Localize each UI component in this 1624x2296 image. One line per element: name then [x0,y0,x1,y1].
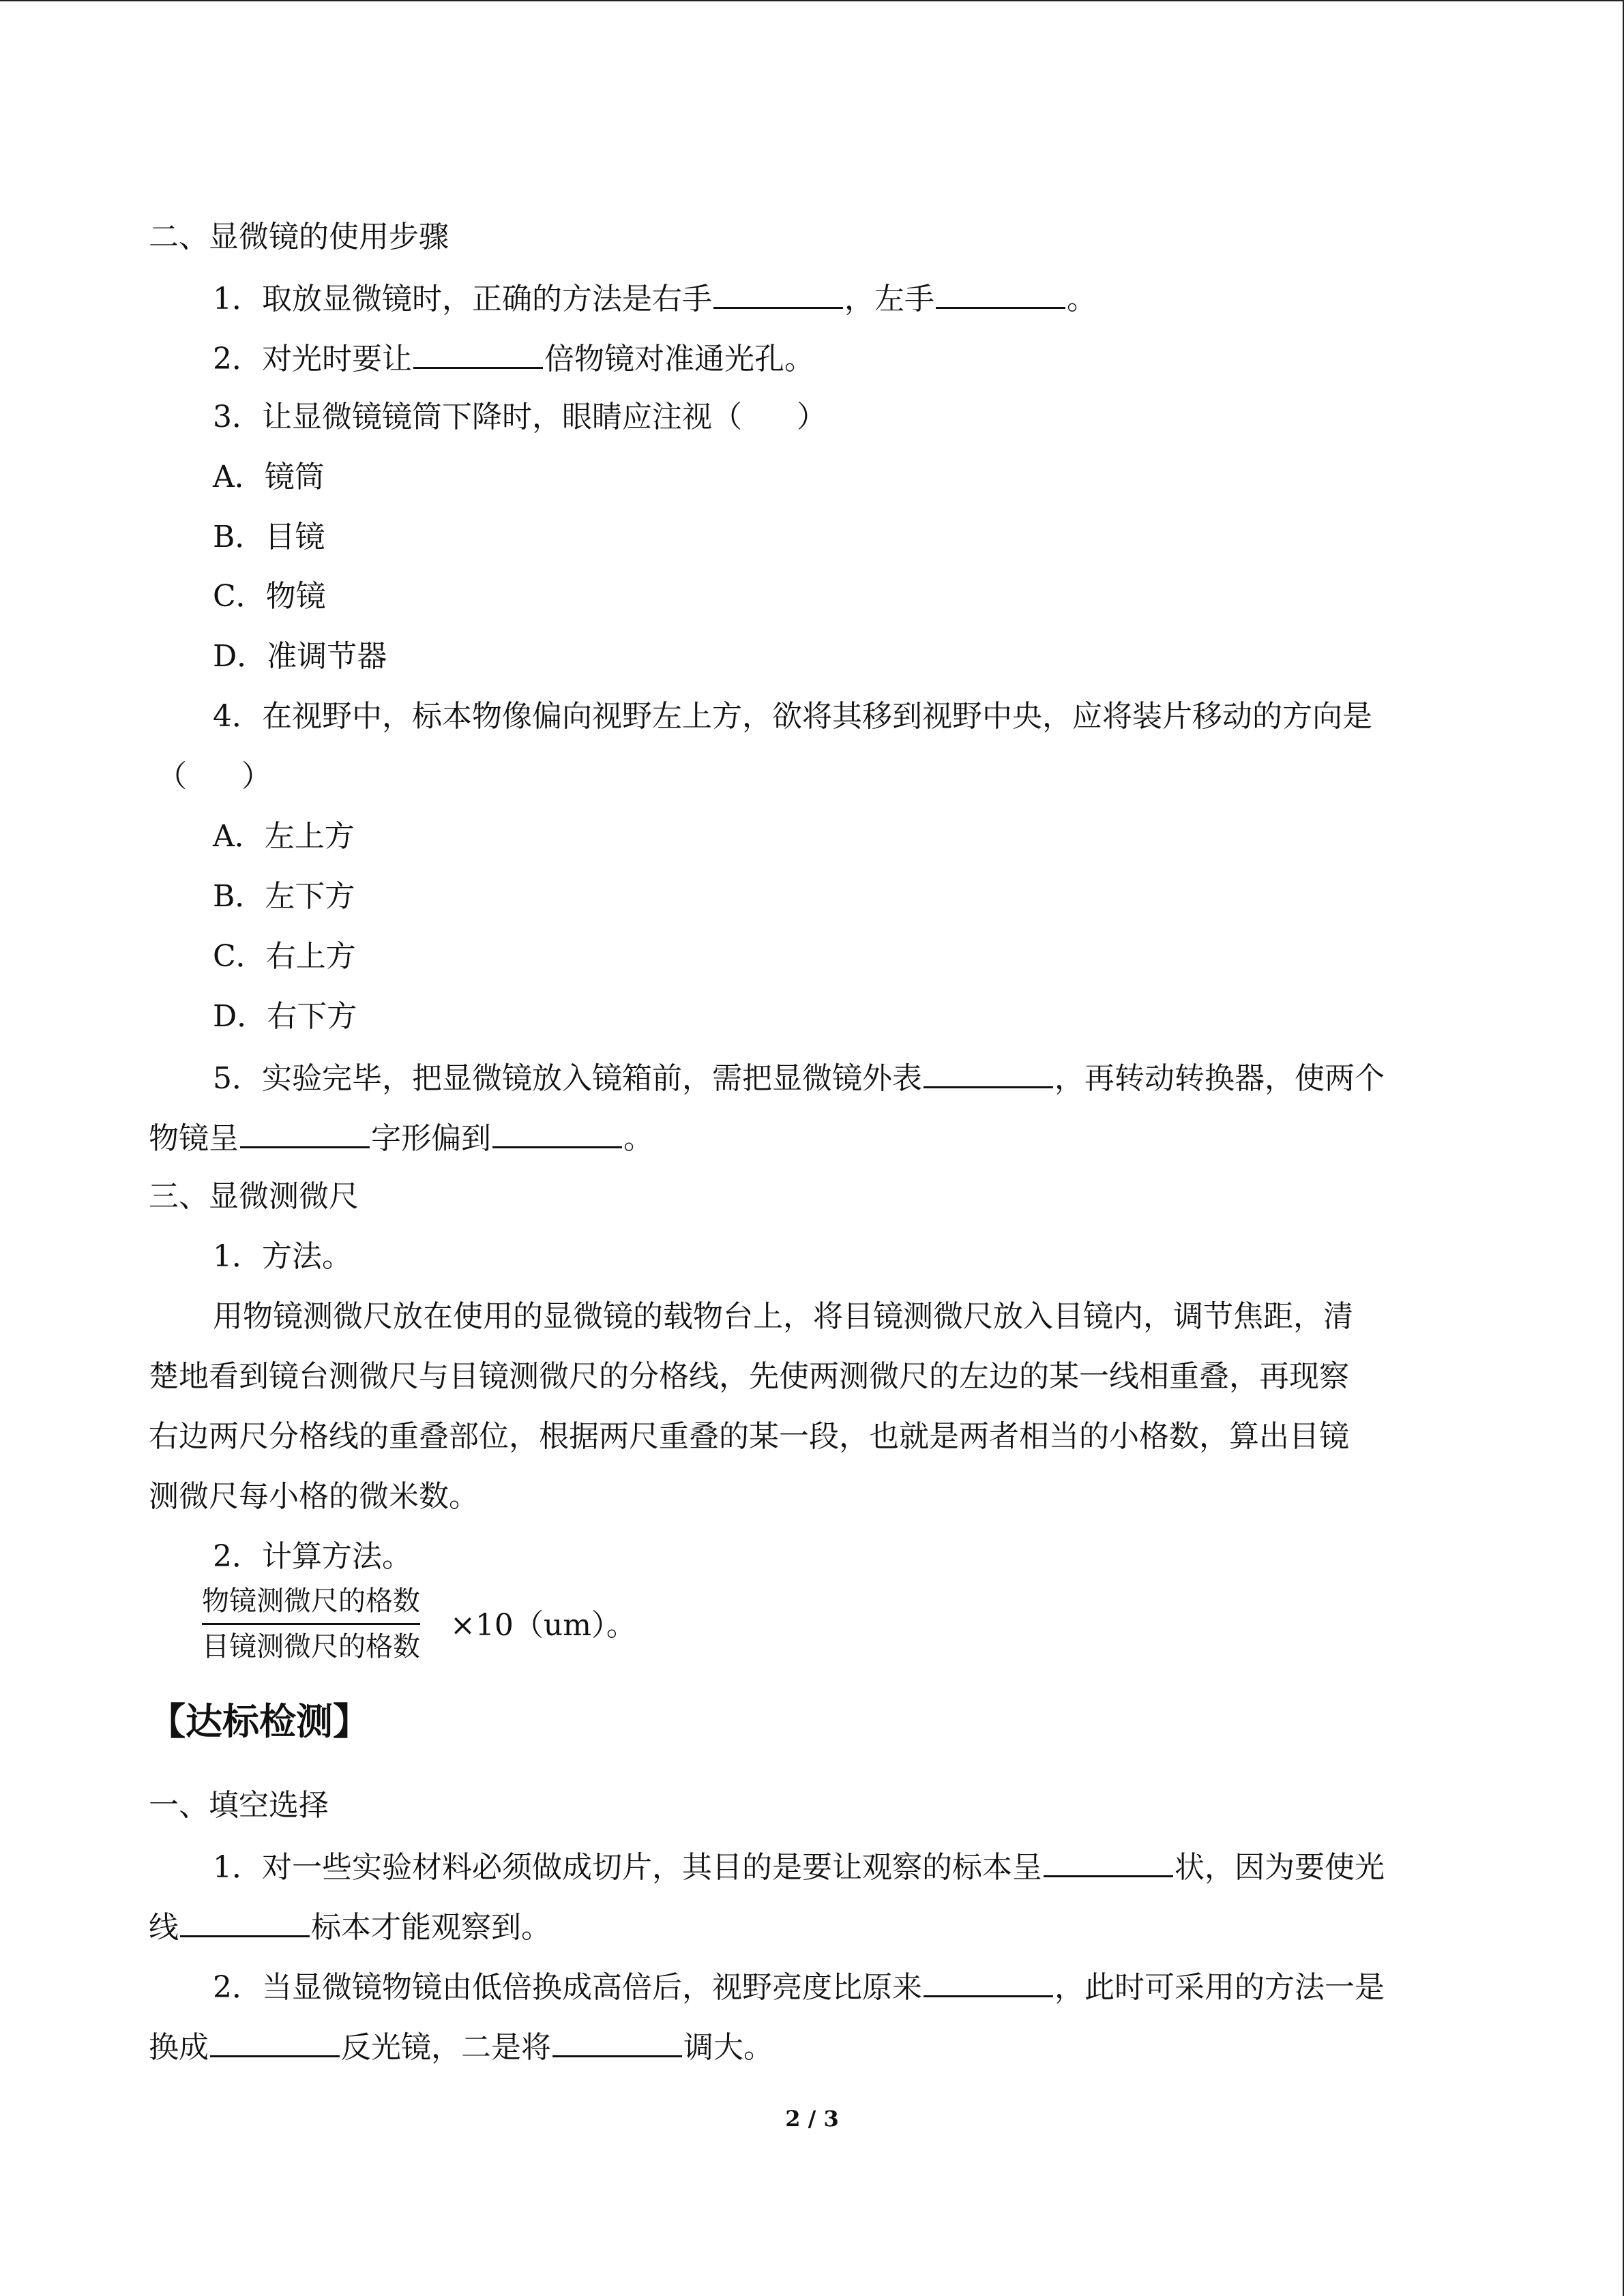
fraction-bar [202,1623,420,1625]
answer-blank[interactable] [924,1965,1053,1997]
section-heading: 二、显微镜的使用步骤 [149,220,449,254]
option-a: A．左上方 [213,819,355,854]
method-text-line: 右边两尺分格线的重叠部位，根据两尺重叠的某一段，也就是两者相当的小格数，算出目镜 [149,1419,1349,1454]
question-5-cont: 物镜呈 字形偏到 。 [149,1116,653,1159]
formula-fraction [202,1582,420,1666]
option-b: B．目镜 [213,520,325,554]
answer-blank[interactable] [240,1116,370,1148]
answer-blank[interactable] [413,337,543,369]
test-question-2-cont: 换成 反光镜，二是将 调大。 [149,2025,773,2068]
method-title: 1．方法。 [213,1239,352,1274]
answer-blank[interactable] [210,2025,340,2057]
calc-title: 2．计算方法。 [213,1539,412,1574]
answer-blank[interactable] [924,1056,1053,1088]
question-4-paren: （ ） [157,759,271,794]
option-c: C．物镜 [213,579,326,614]
answer-blank[interactable] [492,1116,622,1148]
method-text-line: 楚地看到镜台测微尺与目镜测微尺的分格线，先使两测微尺的左边的某一线相重叠，再现察 [149,1359,1349,1394]
option-b: B．左下方 [213,879,355,914]
question-5: 5．实验完毕，把显微镜放入镜箱前，需把显微镜外表 ，再转动转换器，使两个 [213,1056,1385,1099]
question-1: 1．取放显微镜时，正确的方法是右手 ，左手 。 [213,277,1097,320]
formula-denominator: 目镜测微尺的格数 [202,1631,420,1663]
formula-tail: ×10（um）。 [450,1608,636,1643]
test-question-1: 1．对一些实验材料必须做成切片，其目的是要让观察的标本呈 状，因为要使光 [213,1845,1385,1888]
option-d: D．右下方 [213,999,357,1034]
sub-heading: 一、填空选择 [149,1788,329,1823]
option-a: A．镜筒 [213,460,325,494]
question-4: 4．在视野中，标本物像偏向视野左上方，欲将其移到视野中央，应将装片移动的方向是 [213,699,1372,734]
page-number: 2 / 3 [785,2106,839,2132]
answer-blank[interactable] [552,2025,682,2057]
option-d: D．准调节器 [213,639,387,674]
test-heading: 【达标检测】 [149,1700,370,1743]
question-2: 2．对光时要让 倍物镜对准通光孔。 [213,337,814,380]
method-text-line: 用物镜测微尺放在使用的显微镜的载物台上，将目镜测微尺放入目镜内，调节焦距，清 [213,1299,1353,1334]
test-question-2: 2．当显微镜物镜由低倍换成高倍后，视野亮度比原来 ，此时可采用的方法一是 [213,1965,1385,2008]
answer-blank[interactable] [180,1905,310,1937]
answer-blank[interactable] [936,277,1065,309]
answer-blank[interactable] [713,277,843,309]
answer-blank[interactable] [1044,1845,1173,1877]
method-text-line: 测微尺每小格的微米数。 [149,1479,479,1514]
option-c: C．右上方 [213,939,356,974]
test-question-1-cont: 线 标本才能观察到。 [149,1905,551,1948]
question-3: 3．让显微镜镜筒下降时，眼睛应注视（ ） [213,400,827,434]
formula-numerator: 物镜测微尺的格数 [202,1585,420,1617]
section-heading: 三、显微测微尺 [149,1179,359,1214]
